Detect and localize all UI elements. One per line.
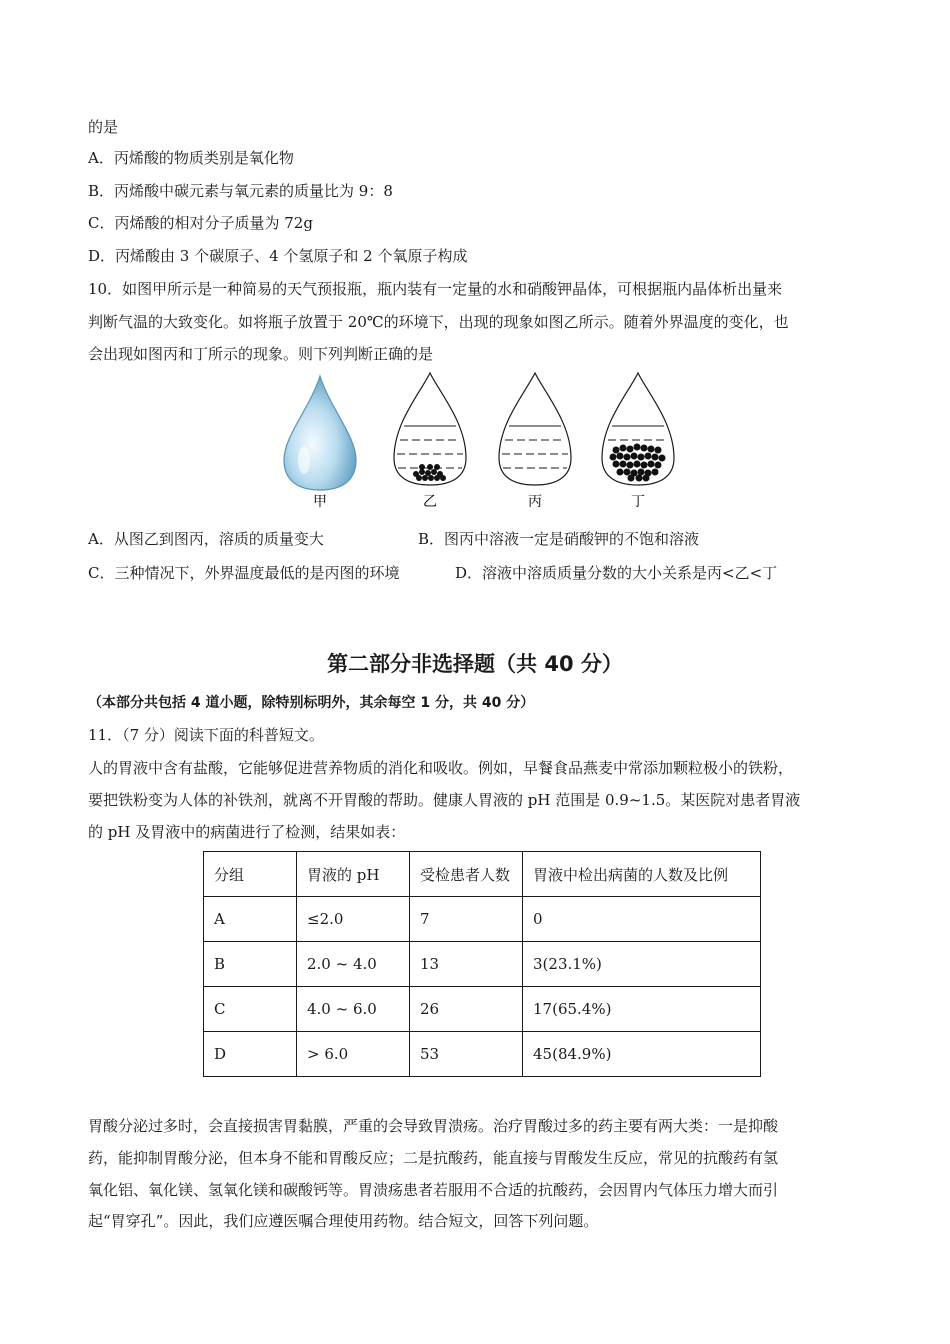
- table-cell: 4.0 ~ 6.0: [297, 987, 410, 1032]
- gastric-ph-table: [203, 851, 761, 1077]
- q11-para2-line-4: 起“胃穿孔”。因此，我们应遵医嘱合理使用药物。结合短文，回答下列问题。: [88, 1212, 599, 1230]
- q11-para1-line-1: 人的胃液中含有盐酸，它能够促进营养物质的消化和吸收。例如，早餐食品燕麦中常添加颗粒极小的铁粉，: [88, 759, 794, 777]
- table-cell: 53: [410, 1032, 523, 1077]
- table-cell: 17(65.4%): [523, 987, 761, 1032]
- q10-stem-line-1: 10．如图甲所示是一种简易的天气预报瓶，瓶内装有一定量的水和硝酸钾晶体，可根据瓶内晶体析出量来: [88, 280, 783, 298]
- table-cell: C: [204, 987, 297, 1032]
- table-cell: 7: [410, 897, 523, 942]
- q10-stem-line-3: 会出现如图丙和丁所示的现象。则下列判断正确的是: [88, 345, 434, 363]
- bottle-yi: [394, 373, 466, 485]
- table-header-cell: 受检患者人数: [410, 852, 523, 897]
- figure-label-ding: 丁: [631, 494, 645, 510]
- table-cell: > 6.0: [297, 1032, 410, 1077]
- weather-bottle-illustration: [270, 368, 690, 513]
- part-two-note: （本部分共包括 4 道小题，除特别标明外，其余每空 1 分，共 40 分）: [88, 695, 535, 711]
- table-cell: 13: [410, 942, 523, 987]
- q9-stem-tail: 的是: [88, 118, 119, 136]
- table-cell: ≤2.0: [297, 897, 410, 942]
- q11-para1-line-3: 的 pH 及胃液中的病菌进行了检测，结果如表：: [88, 823, 406, 841]
- q11-header: 11．（7 分）阅读下面的科普短文。: [88, 726, 324, 744]
- table-row: [204, 942, 761, 987]
- q9-option-d: D．丙烯酸由 3 个碳原子、4 个氢原子和 2 个氧原子构成: [88, 247, 468, 265]
- table-cell: 0: [523, 897, 761, 942]
- q10-option-d: D．溶液中溶质质量分数的大小关系是丙<乙<丁: [455, 564, 778, 582]
- bottle-bing: [499, 373, 571, 485]
- q11-para1-line-2: 要把铁粉变为人体的补铁剂，就离不开胃酸的帮助。健康人胃液的 pH 范围是 0.9~1.5。某医院对患者胃液: [88, 791, 801, 809]
- figure-label-yi: 乙: [423, 494, 437, 510]
- table-cell: B: [204, 942, 297, 987]
- q10-option-c: C．三种情况下，外界温度最低的是丙图的环境: [88, 564, 400, 582]
- table-cell: A: [204, 897, 297, 942]
- table-cell: 45(84.9%): [523, 1032, 761, 1077]
- table-header-cell: 胃液的 pH: [297, 852, 410, 897]
- weather-bottle-figure: [270, 368, 690, 513]
- figure-label-bing: 丙: [528, 494, 542, 510]
- table-header-cell: 分组: [204, 852, 297, 897]
- q9-option-b: B．丙烯酸中碳元素与氧元素的质量比为 9：8: [88, 182, 393, 200]
- q10-option-b: B．图丙中溶液一定是硝酸钾的不饱和溶液: [418, 530, 700, 548]
- q9-option-a: A．丙烯酸的物质类别是氧化物: [88, 149, 294, 167]
- table-row: [204, 1032, 761, 1077]
- table-header-row: [204, 852, 761, 897]
- q11-para2-line-1: 胃酸分泌过多时，会直接损害胃黏膜，严重的会导致胃溃疡。治疗胃酸过多的药主要有两大类：一是抑酸: [88, 1117, 779, 1135]
- table-cell: D: [204, 1032, 297, 1077]
- figure-label-jia: 甲: [313, 494, 327, 510]
- bottle-jia-drop: [284, 376, 356, 490]
- q11-para2-line-3: 氧化铝、氧化镁、氢氧化镁和碳酸钙等。胃溃疡患者若服用不合适的抗酸药，会因胃内气体压力增大而引: [88, 1181, 779, 1199]
- q10-option-a: A．从图乙到图丙，溶质的质量变大: [88, 530, 324, 548]
- table-header-cell: 胃液中检出病菌的人数及比例: [523, 852, 761, 897]
- table-cell: 2.0 ~ 4.0: [297, 942, 410, 987]
- table-row: [204, 987, 761, 1032]
- q9-option-c: C．丙烯酸的相对分子质量为 72g: [88, 214, 313, 232]
- part-two-title: 第二部分非选择题（共 40 分）: [327, 652, 623, 676]
- q10-stem-line-2: 判断气温的大致变化。如将瓶子放置于 20℃的环境下，出现的现象如图乙所示。随着外界温度的变化，也: [88, 313, 789, 331]
- q11-para2-line-2: 药，能抑制胃酸分泌，但本身不能和胃酸反应；二是抗酸药，能直接与胃酸发生反应，常见的抗酸药有氢: [88, 1149, 779, 1167]
- table-cell: 3(23.1%): [523, 942, 761, 987]
- bottle-ding: [602, 373, 674, 485]
- table-row: [204, 897, 761, 942]
- table-cell: 26: [410, 987, 523, 1032]
